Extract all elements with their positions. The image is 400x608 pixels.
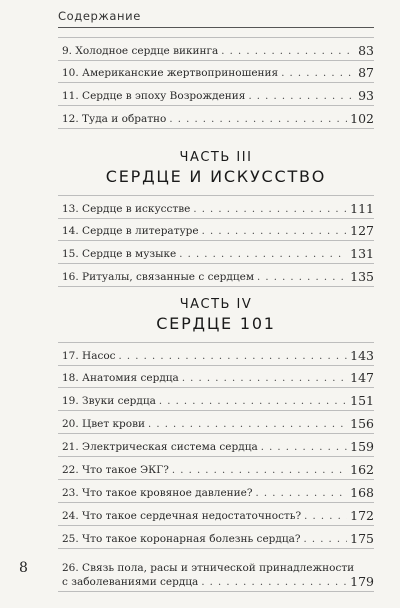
running-head: Содержание: [58, 9, 141, 23]
entry-title: 11. Сердце в эпоху Возрождения: [62, 90, 246, 102]
entry-title: 23. Что такое кровяное давление?: [62, 487, 253, 499]
entry-page: 156: [350, 416, 374, 431]
entry-page: 151: [350, 393, 374, 408]
entry-title: 9. Холодное сердце викинга: [62, 45, 219, 57]
entry-page: 168: [350, 485, 374, 500]
leader-dots: [256, 488, 348, 502]
entry-title: 21. Электрическая система сердца: [62, 441, 258, 453]
entry-page: 83: [358, 43, 374, 58]
entry-title: 22. Что такое ЭКГ?: [62, 464, 169, 476]
entry-title: 24. Что такое сердечная недостаточность?: [62, 510, 302, 522]
entry-page: 87: [358, 65, 374, 80]
toc-entry[interactable]: [58, 457, 374, 480]
entry-page: 127: [350, 223, 374, 238]
entry-page: 111: [350, 201, 374, 216]
entry-page: 162: [350, 462, 374, 477]
leader-dots: [159, 396, 347, 410]
leader-dots: [148, 419, 347, 433]
toc-entry[interactable]: [58, 195, 374, 219]
part-title: СЕРДЦЕ 101: [156, 314, 276, 333]
entry-page: 135: [350, 269, 374, 284]
entry-title-line2: с заболеваниями сердца: [62, 576, 199, 588]
entry-page: 179: [350, 574, 374, 589]
entry-title: 14. Сердце в литературе: [62, 225, 199, 237]
toc-entry[interactable]: [58, 241, 374, 264]
entry-page: 102: [350, 111, 374, 126]
toc-entry[interactable]: [58, 503, 374, 526]
toc-entry[interactable]: [58, 218, 374, 241]
toc-entry[interactable]: [58, 388, 374, 411]
leader-dots: [182, 373, 347, 387]
entry-title: 10. Американские жертвоприношения: [62, 67, 279, 79]
entry-title: 19. Звуки сердца: [62, 395, 156, 407]
entry-title: 16. Ритуалы, связанные с сердцем: [62, 271, 254, 283]
entry-title: 20. Цвет крови: [62, 418, 145, 430]
entry-title: 17. Насос: [62, 350, 116, 362]
entry-title: 25. Что такое коронарная болезнь сердца?: [62, 533, 301, 545]
entry-page: 93: [358, 88, 374, 103]
leader-dots: [172, 465, 347, 479]
entry-page: 172: [350, 508, 374, 523]
entry-title: 13. Сердце в искусстве: [62, 203, 191, 215]
leader-dots: [261, 442, 347, 456]
toc-entry[interactable]: [58, 264, 374, 287]
leader-dots: [179, 249, 347, 263]
toc-entry[interactable]: [58, 551, 374, 592]
leader-dots: [304, 511, 347, 525]
entry-title: 15. Сердце в музыке: [62, 248, 177, 260]
part-number: ЧАСТЬ III: [179, 150, 253, 165]
part-heading-3: [58, 150, 374, 186]
leader-dots: [201, 577, 347, 591]
entry-page: 175: [350, 531, 374, 546]
entry-page: 131: [350, 246, 374, 261]
entry-title-line1: 26. Связь пола, расы и этнической принадлежности: [62, 562, 355, 574]
part-title: СЕРДЦЕ И ИСКУССТВО: [105, 167, 327, 186]
leader-dots: [119, 351, 348, 365]
entry-page: 159: [350, 439, 374, 454]
part-number: ЧАСТЬ IV: [179, 297, 253, 312]
leader-dots: [169, 114, 347, 128]
toc-entry[interactable]: [58, 342, 374, 366]
toc-entry[interactable]: [58, 526, 374, 549]
toc-entry[interactable]: [58, 60, 374, 83]
leader-dots: [303, 534, 347, 548]
leader-dots: [221, 46, 355, 60]
page-number: 8: [19, 560, 28, 576]
leader-dots: [202, 226, 348, 240]
toc-entry[interactable]: [58, 480, 374, 503]
entry-page: 147: [350, 370, 374, 385]
header-rule: [58, 27, 374, 28]
part-heading-4: [58, 297, 374, 333]
entry-title: 18. Анатомия сердца: [62, 372, 179, 384]
leader-dots: [193, 204, 347, 218]
toc-entry[interactable]: [58, 37, 374, 61]
entry-page: 143: [350, 348, 374, 363]
leader-dots: [281, 68, 355, 82]
entry-title: 12. Туда и обратно: [62, 113, 167, 125]
toc-entry[interactable]: [58, 83, 374, 106]
leader-dots: [257, 272, 347, 286]
toc-entry[interactable]: [58, 365, 374, 388]
leader-dots: [248, 91, 355, 105]
toc-entry[interactable]: [58, 411, 374, 434]
toc-entry[interactable]: [58, 434, 374, 457]
toc-entry[interactable]: [58, 106, 374, 129]
